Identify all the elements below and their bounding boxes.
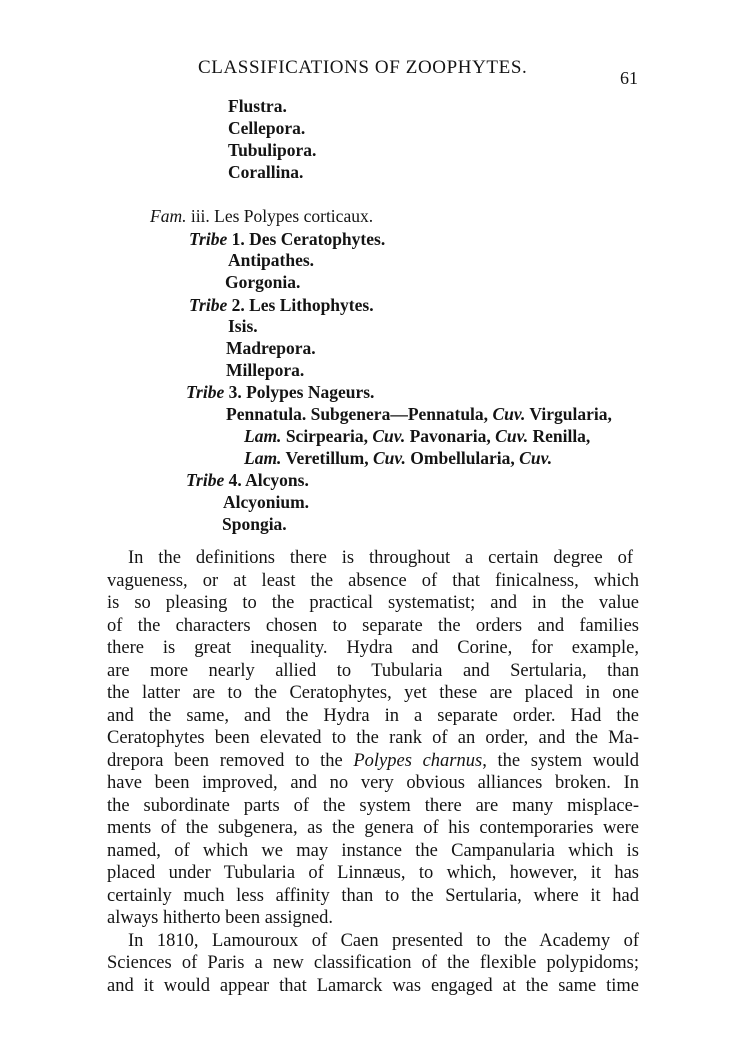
paragraph-line: vagueness, or at least the absence of that finicalness, which <box>107 571 639 591</box>
paragraph-line: are more nearly allied to Tubularia and Sertularia, than <box>107 661 639 681</box>
paragraph-line: always hitherto been assigned. <box>107 908 334 928</box>
paragraph-line: is so pleasing to the practical systematist; and in the value <box>107 593 639 613</box>
tribe-heading <box>189 294 374 316</box>
tribe-text: 3. Polypes Nageurs. <box>228 382 375 402</box>
tribe-heading <box>189 228 385 250</box>
paragraph-line: the subordinate parts of the system there are many misplace- <box>107 796 639 816</box>
family-label: Fam. <box>150 206 187 226</box>
pennatula-line: Lam. Scirpearia, Cuv. Pavonaria, Cuv. Renilla, <box>244 426 591 446</box>
paragraph-line: drepora been removed to the Polypes charnus, the system would <box>107 751 639 771</box>
paragraph-line: and it would appear that Lamarck was engaged at the same time <box>107 976 639 996</box>
genus-entry: Cellepora. <box>228 118 306 138</box>
genus-entry: Alcyonium. <box>223 492 310 512</box>
paragraph-line: ments of the subgenera, as the genera of his contemporaries were <box>107 818 639 838</box>
paragraph-line: Sciences of Paris a new classification of the flexible polypidoms; <box>107 953 639 973</box>
tribe-label: Tribe <box>186 382 225 402</box>
genus-entry: Madrepora. <box>226 338 316 358</box>
genus-entry: Millepora. <box>226 360 305 380</box>
genus-entry: Corallina. <box>228 162 304 182</box>
tribe-text: 1. Des Ceratophytes. <box>231 229 386 249</box>
tribe-text: 2. Les Lithophytes. <box>231 295 374 315</box>
paragraph-line: In 1810, Lamouroux of Caen presented to the Academy of <box>128 931 639 951</box>
paragraph-line: and the same, and the Hydra in a separate order. Had the <box>107 706 639 726</box>
running-head: CLASSIFICATIONS OF ZOOPHYTES. <box>198 57 528 78</box>
family-heading <box>150 205 373 227</box>
tribe-label: Tribe <box>189 295 228 315</box>
paragraph-line: have been improved, and no very obvious alliances broken. In <box>107 773 639 793</box>
tribe-heading <box>186 381 374 403</box>
genus-entry: Flustra. <box>228 96 287 116</box>
paragraph-line: named, of which we may instance the Campanularia which is <box>107 841 639 861</box>
tribe-heading <box>186 469 309 491</box>
tribe-text: 4. Alcyons. <box>228 470 309 490</box>
page-number: 61 <box>620 68 638 88</box>
pennatula-line: Pennatula. Subgenera—Pennatula, Cuv. Virgularia, <box>226 404 612 424</box>
paragraph-line: of the characters chosen to separate the orders and families <box>107 616 639 636</box>
pennatula-line: Lam. Veretillum, Cuv. Ombellularia, Cuv. <box>244 448 553 468</box>
paragraph-line: In the definitions there is throughout a certain degree of <box>128 548 633 568</box>
genus-entry: Spongia. <box>222 514 287 534</box>
paragraph-line: there is great inequality. Hydra and Corine, for example, <box>107 638 639 658</box>
genus-entry: Gorgonia. <box>225 272 301 292</box>
family-text: iii. Les Polypes corticaux. <box>190 206 374 226</box>
genus-entry: Isis. <box>228 316 258 336</box>
paragraph-line: certainly much less affinity than to the Sertularia, where it had <box>107 886 639 906</box>
paragraph-line: the latter are to the Ceratophytes, yet these are placed in one <box>107 683 639 703</box>
paragraph-line: Ceratophytes been elevated to the rank of an order, and the Ma- <box>107 728 639 748</box>
genus-entry: Antipathes. <box>228 250 315 270</box>
genus-entry: Tubulipora. <box>228 140 317 160</box>
tribe-label: Tribe <box>189 229 228 249</box>
tribe-label: Tribe <box>186 470 225 490</box>
paragraph-line: placed under Tubularia of Linnæus, to which, however, it has <box>107 863 639 883</box>
